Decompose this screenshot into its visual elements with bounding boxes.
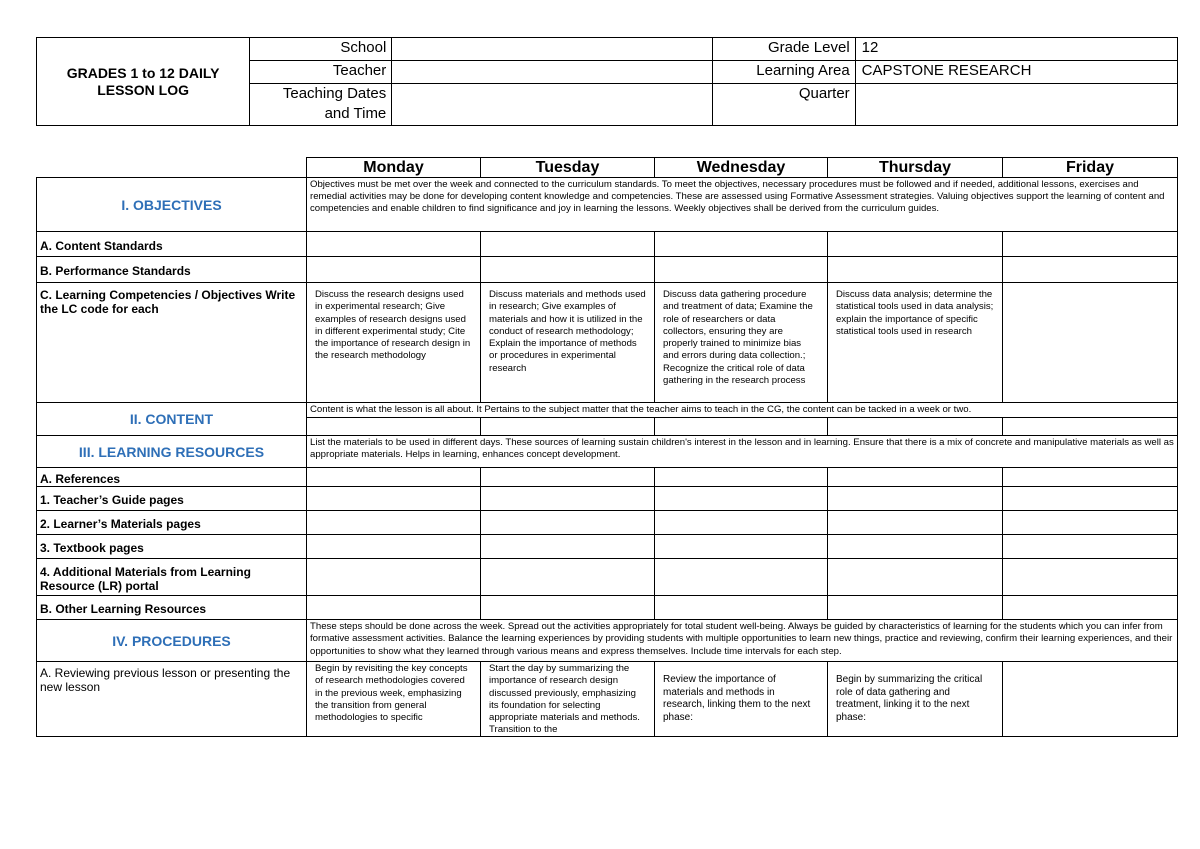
section-objectives: I. OBJECTIVES xyxy=(37,178,307,232)
additional-materials-label: 4. Additional Materials from Learning Resource (LR) portal xyxy=(37,559,307,596)
day-wednesday: Wednesday xyxy=(655,158,828,178)
quarter-field[interactable] xyxy=(855,84,1177,126)
content-fri[interactable] xyxy=(1003,418,1178,436)
competencies-thu[interactable]: Discuss data analysis; determine the statistical tools used in data analysis; explain the importance of specific statistical tools used in research xyxy=(828,283,1003,403)
lm-thu[interactable] xyxy=(828,511,1003,535)
content-wed[interactable] xyxy=(655,418,828,436)
reviewing-lesson-label: A. Reviewing previous lesson or presenting the new lesson xyxy=(37,662,307,737)
document-title: GRADES 1 to 12 DAILY LESSON LOG xyxy=(37,38,250,126)
day-monday: Monday xyxy=(307,158,481,178)
textbook-mon[interactable] xyxy=(307,535,481,559)
performance-standards-thu[interactable] xyxy=(828,257,1003,283)
tg-thu[interactable] xyxy=(828,487,1003,511)
day-tuesday: Tuesday xyxy=(481,158,655,178)
content-thu[interactable] xyxy=(828,418,1003,436)
day-friday: Friday xyxy=(1003,158,1178,178)
resources-note: List the materials to be used in different days. These sources of learning sustain children's interest in the lesson and in learning. Ensure that there is a mix of concrete and manipulative materials as well as appropriate materials. Helps in learning, enhances concept development. xyxy=(307,436,1178,468)
textbook-tue[interactable] xyxy=(481,535,655,559)
school-field[interactable] xyxy=(392,38,712,61)
other-thu[interactable] xyxy=(828,596,1003,620)
other-mon[interactable] xyxy=(307,596,481,620)
grade-level-label: Grade Level xyxy=(712,38,855,61)
days-header-row xyxy=(37,158,1178,178)
competencies-fri[interactable] xyxy=(1003,283,1178,403)
teaching-dates-field[interactable] xyxy=(392,84,712,126)
performance-standards-mon[interactable] xyxy=(307,257,481,283)
content-standards-tue[interactable] xyxy=(481,232,655,257)
references-tue[interactable] xyxy=(481,468,655,487)
learning-area-label: Learning Area xyxy=(712,61,855,84)
additional-tue[interactable] xyxy=(481,559,655,596)
section-procedures: IV. PROCEDURES xyxy=(37,620,307,662)
other-resources-label: B. Other Learning Resources xyxy=(37,596,307,620)
content-standards-fri[interactable] xyxy=(1003,232,1178,257)
review-mon[interactable]: Begin by revisiting the key concepts of research methodologies covered in the previous week, emphasizing the transition from general methodologies to specific xyxy=(307,662,481,737)
tg-tue[interactable] xyxy=(481,487,655,511)
lm-fri[interactable] xyxy=(1003,511,1178,535)
content-tue[interactable] xyxy=(481,418,655,436)
additional-thu[interactable] xyxy=(828,559,1003,596)
teachers-guide-label: 1. Teacher’s Guide pages xyxy=(37,487,307,511)
textbook-thu[interactable] xyxy=(828,535,1003,559)
content-mon[interactable] xyxy=(307,418,481,436)
tg-wed[interactable] xyxy=(655,487,828,511)
textbook-fri[interactable] xyxy=(1003,535,1178,559)
other-wed[interactable] xyxy=(655,596,828,620)
references-thu[interactable] xyxy=(828,468,1003,487)
competencies-mon[interactable]: Discuss the research designs used in experimental research; Give examples of research designs used in different experimental study; Cite the importance of research design in the research methodology xyxy=(307,283,481,403)
teaching-dates-label: Teaching Dates and Time xyxy=(250,84,392,126)
performance-standards-wed[interactable] xyxy=(655,257,828,283)
grade-level-field[interactable]: 12 xyxy=(855,38,1177,61)
references-fri[interactable] xyxy=(1003,468,1178,487)
textbook-pages-label: 3. Textbook pages xyxy=(37,535,307,559)
teacher-label: Teacher xyxy=(250,61,392,84)
lm-wed[interactable] xyxy=(655,511,828,535)
review-wed[interactable]: Review the importance of materials and methods in research, linking them to the next phase: xyxy=(655,662,828,737)
tg-fri[interactable] xyxy=(1003,487,1178,511)
content-note: Content is what the lesson is all about. It Pertains to the subject matter that the teacher aims to teach in the CG, the content can be tacked in a week or two. xyxy=(307,403,1178,418)
content-standards-mon[interactable] xyxy=(307,232,481,257)
quarter-label: Quarter xyxy=(712,84,855,126)
textbook-wed[interactable] xyxy=(655,535,828,559)
lm-tue[interactable] xyxy=(481,511,655,535)
additional-mon[interactable] xyxy=(307,559,481,596)
lm-mon[interactable] xyxy=(307,511,481,535)
review-tue[interactable]: Start the day by summarizing the importance of research design discussed previously, emphasizing its foundation for selecting appropriate materials and methods. Transition to the xyxy=(481,662,655,737)
performance-standards-label: B. Performance Standards xyxy=(37,257,307,283)
competencies-tue[interactable]: Discuss materials and methods used in research; Give examples of materials and how it is utilized in the conduct of research methodology; Explain the importance of methods or procedures in experimental research xyxy=(481,283,655,403)
school-label: School xyxy=(250,38,392,61)
content-standards-label: A. Content Standards xyxy=(37,232,307,257)
lesson-log-header xyxy=(36,37,1178,126)
content-standards-wed[interactable] xyxy=(655,232,828,257)
section-learning-resources: III. LEARNING RESOURCES xyxy=(37,436,307,468)
references-mon[interactable] xyxy=(307,468,481,487)
references-wed[interactable] xyxy=(655,468,828,487)
corner-blank xyxy=(37,158,307,178)
competencies-wed[interactable]: Discuss data gathering procedure and treatment of data; Examine the role of researchers or data collectors, ensuring they are properly trained to minimize bias and errors during data collection.; Recognize the critical role of data gathering in the research process xyxy=(655,283,828,403)
learning-competencies-label: C. Learning Competencies / Objectives Write the LC code for each xyxy=(37,283,307,403)
section-content: II. CONTENT xyxy=(37,403,307,436)
procedures-note: These steps should be done across the week. Spread out the activities appropriately for total student well-being. Always be guided by characteristics of learning for the students which you can infer from formative assessment activities. Balance the learning experiences by providing students with multiple opportunities to learn new things, practice and reviewing, confirm their learning experiences, and their opportunities to show what they learned through various means and express themselves. Include time intervals for each step. xyxy=(307,620,1178,662)
review-fri[interactable] xyxy=(1003,662,1178,737)
objectives-note: Objectives must be met over the week and connected to the curriculum standards. To meet the objectives, necessary procedures must be followed and if needed, additional lessons, exercises and remedial activities may be done for developing content knowledge and competencies. These are assessed using Formative Assessment strategies. Valuing objectives support the learning of content and competencies and enable children to find significance and joy in learning the lessons. Weekly objectives shall be derived from the curriculum guides. xyxy=(307,178,1178,232)
performance-standards-tue[interactable] xyxy=(481,257,655,283)
other-tue[interactable] xyxy=(481,596,655,620)
teacher-field[interactable] xyxy=(392,61,712,84)
lesson-plan-table xyxy=(36,157,1178,737)
additional-wed[interactable] xyxy=(655,559,828,596)
performance-standards-fri[interactable] xyxy=(1003,257,1178,283)
learners-materials-label: 2. Learner’s Materials pages xyxy=(37,511,307,535)
tg-mon[interactable] xyxy=(307,487,481,511)
content-standards-thu[interactable] xyxy=(828,232,1003,257)
review-thu[interactable]: Begin by summarizing the critical role of data gathering and treatment, linking it to the next phase: xyxy=(828,662,1003,737)
other-fri[interactable] xyxy=(1003,596,1178,620)
day-thursday: Thursday xyxy=(828,158,1003,178)
additional-fri[interactable] xyxy=(1003,559,1178,596)
references-label: A. References xyxy=(37,468,307,487)
learning-area-field[interactable]: CAPSTONE RESEARCH xyxy=(855,61,1177,84)
